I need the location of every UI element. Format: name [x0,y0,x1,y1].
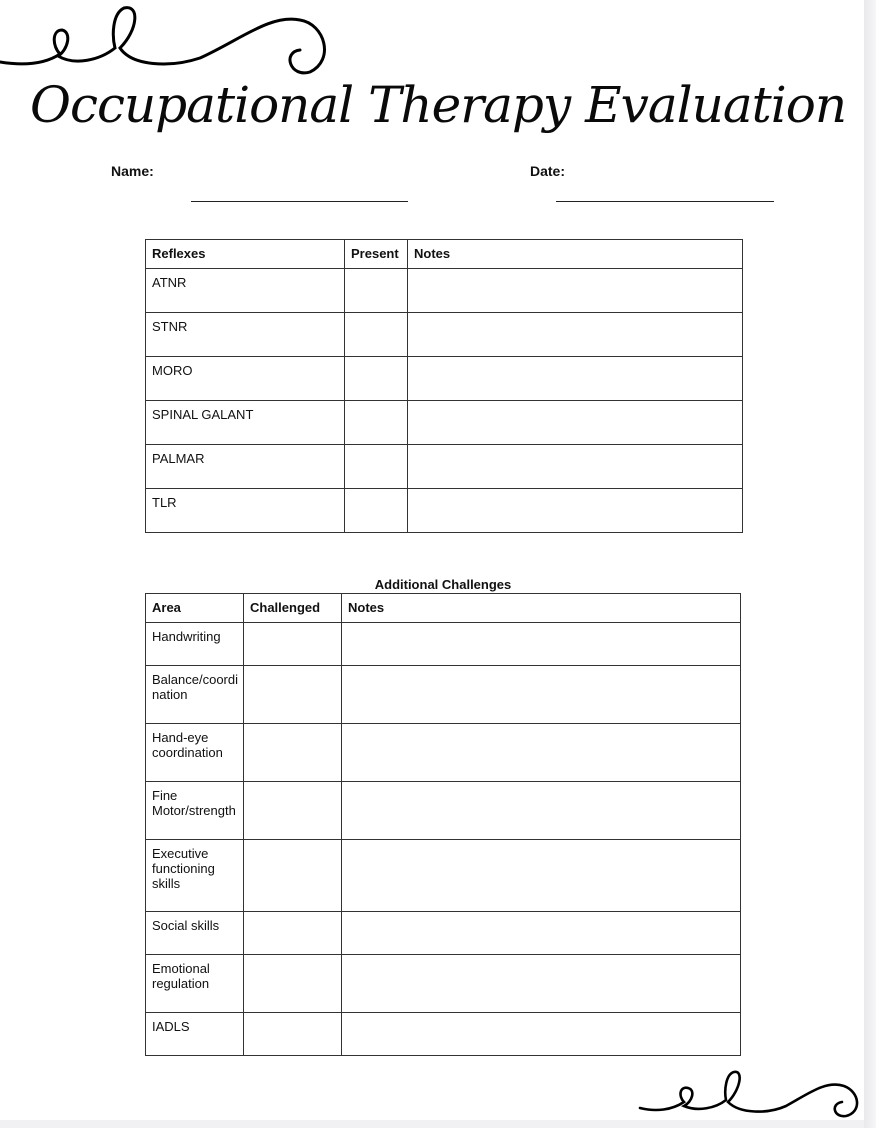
column-header: Area [146,594,244,623]
table-row [146,1013,741,1056]
bottom-right-flourish-icon [636,1068,864,1120]
table-header-row [146,240,743,269]
notes-cell[interactable] [408,445,743,489]
notes-cell[interactable] [342,666,741,724]
notes-cell[interactable] [342,1013,741,1056]
table-row [146,782,741,840]
challenges-table-title: Additional Challenges [374,577,512,592]
reflexes-table [145,239,743,533]
notes-cell[interactable] [342,724,741,782]
notes-cell[interactable] [408,401,743,445]
page-edge-shadow [864,0,876,1128]
table-row [146,955,741,1013]
table-row [146,445,743,489]
present-cell[interactable] [345,445,408,489]
table-row [146,666,741,724]
date-label: Date: [530,163,566,179]
area-label: Fine Motor/strength [146,782,244,840]
challenged-cell[interactable] [244,724,342,782]
present-cell[interactable] [345,401,408,445]
column-header: Present [345,240,408,269]
challenged-cell[interactable] [244,782,342,840]
challenged-cell[interactable] [244,955,342,1013]
area-label: Hand-eye coordination [146,724,244,782]
table-row [146,313,743,357]
notes-cell[interactable] [408,313,743,357]
table-row [146,724,741,782]
present-cell[interactable] [345,357,408,401]
area-label: Handwriting [146,623,244,666]
table-header-row [146,594,741,623]
column-header: Notes [342,594,741,623]
notes-cell[interactable] [342,955,741,1013]
page-title: Occupational Therapy Evaluation [29,76,847,134]
notes-cell[interactable] [408,489,743,533]
area-label: Emotional regulation [146,955,244,1013]
reflex-label: STNR [146,313,345,357]
notes-cell[interactable] [408,357,743,401]
reflex-label: ATNR [146,269,345,313]
column-header: Notes [408,240,743,269]
table-row [146,840,741,912]
present-cell[interactable] [345,489,408,533]
table-row [146,401,743,445]
area-label: Social skills [146,912,244,955]
challenged-cell[interactable] [244,666,342,724]
reflex-label: PALMAR [146,445,345,489]
area-label: Balance/coordi nation [146,666,244,724]
challenged-cell[interactable] [244,912,342,955]
name-field[interactable] [191,201,408,202]
challenges-table [145,593,741,1056]
notes-cell[interactable] [342,912,741,955]
table-row [146,489,743,533]
column-header: Reflexes [146,240,345,269]
table-row [146,623,741,666]
present-cell[interactable] [345,313,408,357]
date-field[interactable] [556,201,774,202]
table-row [146,357,743,401]
area-label: IADLS [146,1013,244,1056]
reflex-label: SPINAL GALANT [146,401,345,445]
table-row [146,269,743,313]
challenged-cell[interactable] [244,1013,342,1056]
notes-cell[interactable] [342,782,741,840]
notes-cell[interactable] [342,623,741,666]
name-label: Name: [111,163,154,179]
reflex-label: TLR [146,489,345,533]
notes-cell[interactable] [342,840,741,912]
column-header: Challenged [244,594,342,623]
present-cell[interactable] [345,269,408,313]
challenged-cell[interactable] [244,623,342,666]
table-row [146,912,741,955]
challenged-cell[interactable] [244,840,342,912]
notes-cell[interactable] [408,269,743,313]
reflex-label: MORO [146,357,345,401]
area-label: Executive functioning skills [146,840,244,912]
